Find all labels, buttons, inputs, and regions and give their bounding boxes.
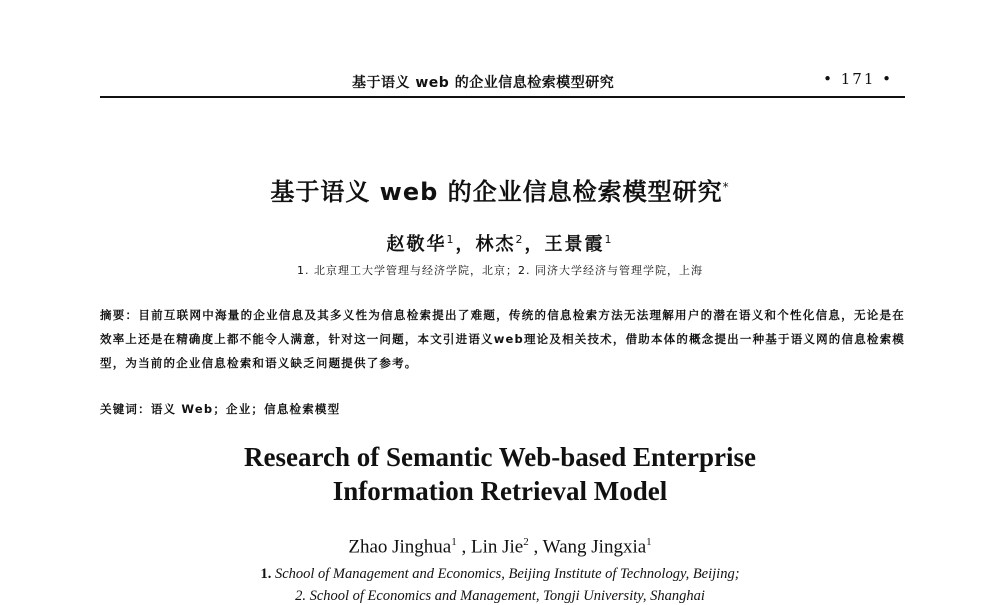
english-title-line2: Information Retrieval Model xyxy=(332,476,668,506)
author-name: Zhao Jinghua xyxy=(348,536,452,558)
author-affiliation-mark: 2 xyxy=(515,233,525,246)
author-name: 赵敬华 xyxy=(386,234,447,255)
running-head xyxy=(100,66,905,96)
abstract-text: 目前互联网中海量的企业信息及其多义性为信息检索提出了难题，传统的信息检索方法无法理解用户的潜在语义和个性化信息，无论是在效率上还是在精确度上都不能令人满意，针对这一问题，本文引进语义web理论及相关技术，借助本体的概念提出一种基于语义网的信息检索模型，为当前的企业信息检索和语义缺乏问题提供了参考。 xyxy=(100,308,905,370)
page-number: • 171 • xyxy=(823,70,893,88)
english-affiliation-1 xyxy=(0,566,1000,583)
running-title: 基于语义 web 的企业信息检索模型研究 xyxy=(352,75,615,91)
chinese-title xyxy=(0,172,1000,207)
english-title-line1: Research of Semantic Web-based Enterprise xyxy=(244,442,756,472)
keywords-text: 语义 Web；企业；信息检索模型 xyxy=(150,402,341,416)
chinese-keywords xyxy=(100,401,905,417)
keywords-label: 关键词： xyxy=(100,402,151,416)
title-footnote-mark: * xyxy=(722,180,730,194)
author-affiliation-mark: 1 xyxy=(446,233,456,246)
author-affiliation-mark: 1 xyxy=(604,233,614,246)
author-affiliation-mark: 2 xyxy=(523,536,529,548)
affiliation-text: School of Management and Economics, Beijing Institute of Technology, Beijing; xyxy=(274,566,740,582)
english-title xyxy=(0,440,1000,508)
english-affiliation-2: 2. School of Economics and Management, Tongji University, Shanghai xyxy=(295,588,705,604)
author-name: 王景霞 xyxy=(544,234,605,255)
chinese-title-text: 基于语义 web 的企业信息检索模型研究 xyxy=(270,178,723,206)
chinese-authors: 赵敬华$^1$，林杰$^2$，王景霞$^1$ xyxy=(386,233,614,255)
author-affiliation-mark: 1 xyxy=(451,536,457,548)
author-name: Lin Jie xyxy=(471,536,524,558)
affiliation-number: 1. xyxy=(260,566,272,582)
english-authors: Zhao Jinghua$^1$ , Lin Jie$^2$ , Wang Jingxia$^1$ xyxy=(348,536,652,558)
author-name: Wang Jingxia xyxy=(542,536,647,558)
author-name: 林杰 xyxy=(475,234,516,255)
abstract-label: 摘要： xyxy=(100,308,139,322)
chinese-abstract xyxy=(100,303,905,375)
header-rule xyxy=(100,96,905,98)
chinese-affiliation: 1. 北京理工大学管理与经济学院，北京；2. 同济大学经济与管理学院，上海 xyxy=(297,264,703,277)
author-affiliation-mark: 1 xyxy=(646,536,652,548)
